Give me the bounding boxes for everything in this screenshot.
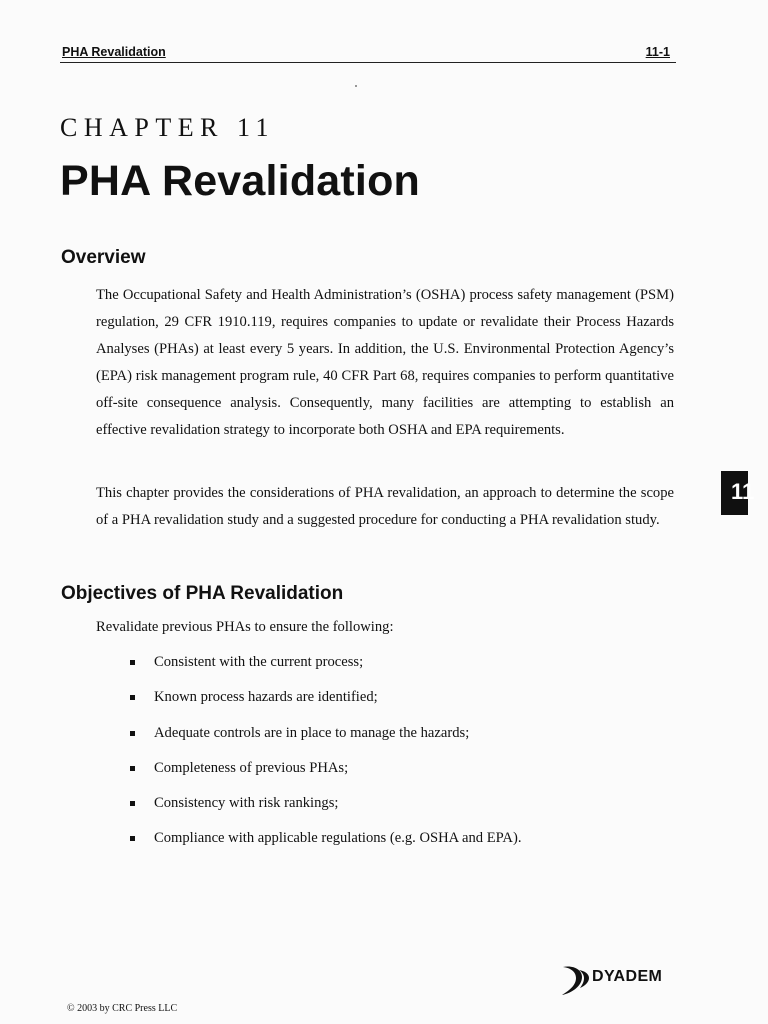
page-number: 11-1 — [645, 45, 670, 59]
list-item-text: Known process hazards are identified; — [154, 689, 378, 706]
overview-paragraph-2: This chapter provides the considerations of PHA revalidation, an approach to determine the scope of a PHA revalidation study and a suggested procedure for conducting a PHA revalidation study. — [96, 485, 674, 528]
dyadem-logo — [560, 962, 680, 998]
overview-heading: Overview — [61, 247, 146, 268]
list-item-text: Consistent with the current process; — [154, 654, 364, 670]
bullet-icon — [130, 766, 135, 771]
chapter-title: PHA Revalidation — [60, 157, 421, 205]
list-item-text: Consistency with risk rankings; — [154, 795, 339, 812]
bullet-icon — [130, 695, 135, 700]
list-item-text: Compliance with applicable regulations (e.g. OSHA and EPA). — [154, 830, 522, 847]
scan-speck — [355, 85, 357, 87]
chapter-tab-number: 11 — [731, 479, 755, 504]
copyright-footer: © 2003 by CRC Press LLC — [67, 1003, 178, 1014]
chapter-label: CHAPTER 11 — [60, 113, 275, 142]
bullet-icon — [130, 731, 135, 736]
objectives-intro: Revalidate previous PHAs to ensure the following: — [96, 619, 394, 635]
list-item-text: Completeness of previous PHAs; — [154, 759, 349, 776]
bullet-icon — [130, 836, 135, 841]
objectives-heading: Objectives of PHA Revalidation — [61, 583, 344, 604]
chapter-thumb-tab — [721, 471, 755, 515]
dyadem-swoosh-icon — [560, 962, 594, 998]
bullet-icon — [130, 660, 135, 665]
bullet-icon — [130, 801, 135, 806]
list-item-text: Adequate controls are in place to manage the hazards; — [154, 724, 470, 741]
running-title: PHA Revalidation — [62, 45, 166, 59]
overview-paragraph-1: The Occupational Safety and Health Administration’s (OSHA) process safety management (PSM) regulation, 29 CFR 1910.119, requires companies to update or revalidate their Process Hazards Analyses (PHAs) at least every 5 years. In addition, the U.S. Environmental Protection Agency’s (EPA) risk management program rule, 40 CFR Part 68, requires companies to perform quantitative off-site consequence analysis. Consequently, many facilities are attempting to establish an effective revalidation strategy to incorporate both OSHA and EPA requirements. — [96, 287, 674, 438]
dyadem-brand-name: DYADEM — [592, 968, 663, 985]
running-header — [60, 44, 676, 63]
